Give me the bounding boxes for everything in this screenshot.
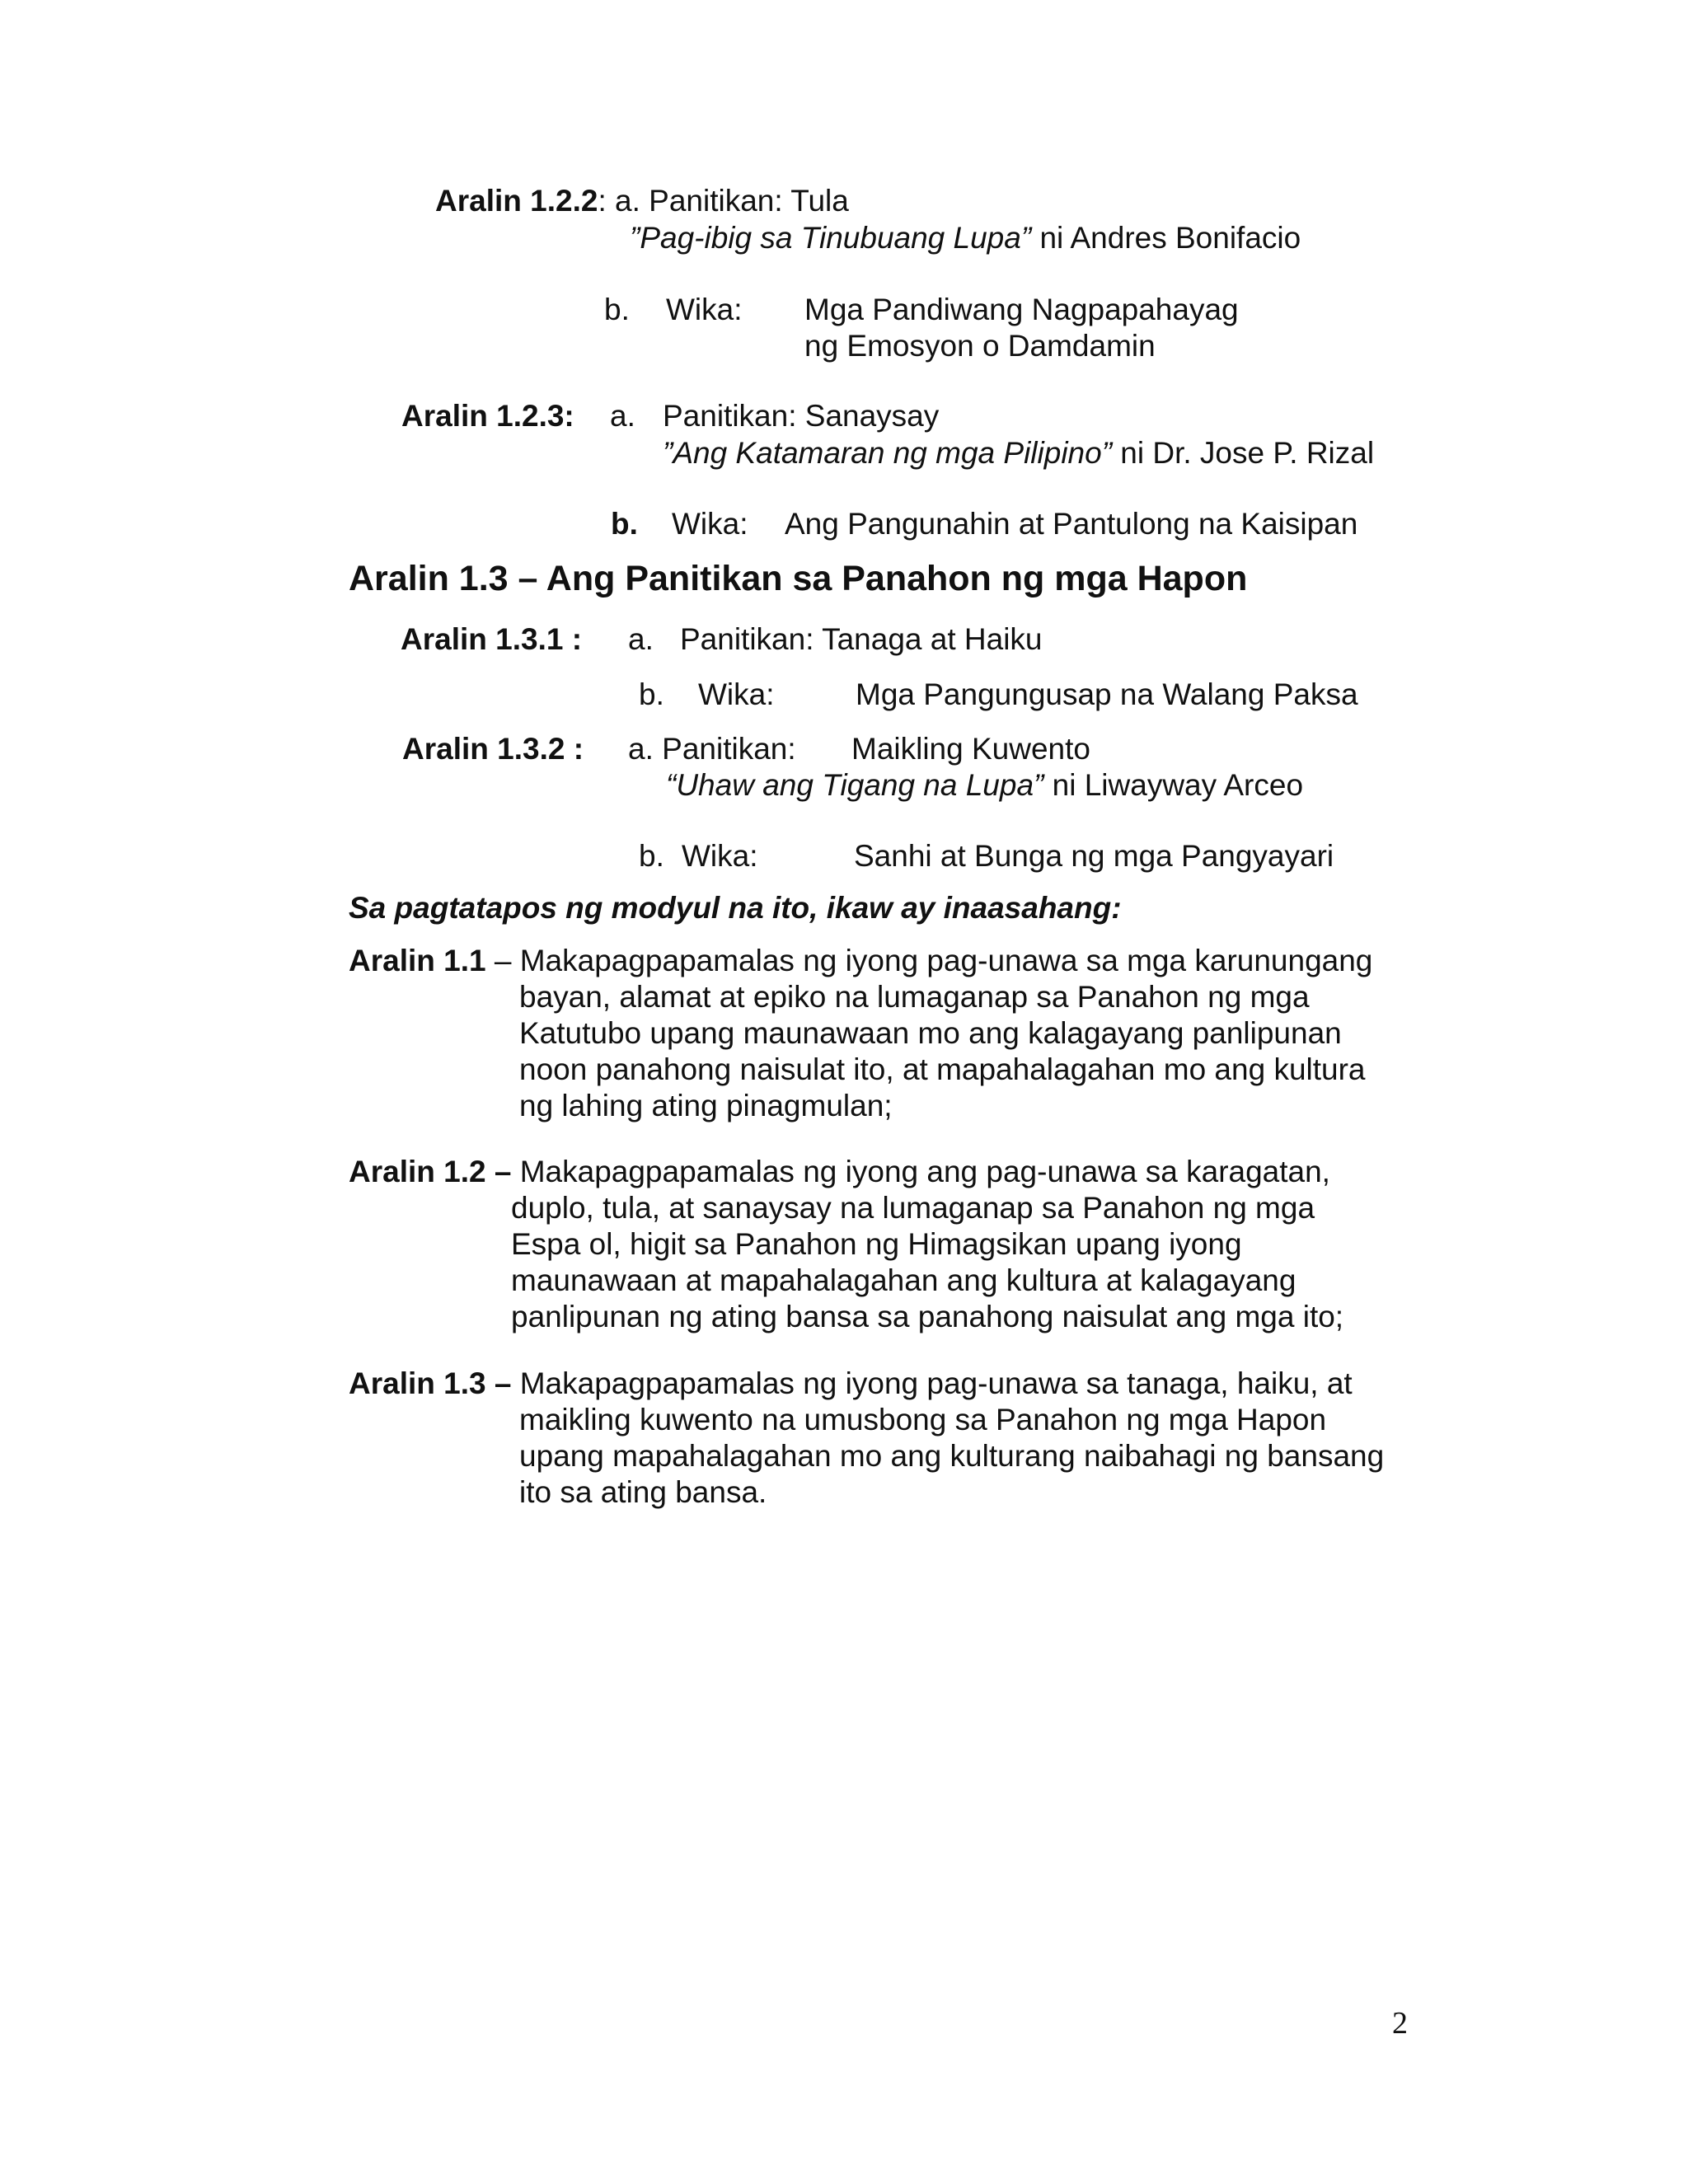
objective-1-2-first-line: [349, 1154, 1330, 1190]
aralin-1-2-2-label: Aralin 1.2.2: [435, 184, 598, 218]
aralin-1-3-1-b-label: Wika:: [698, 677, 775, 711]
aralin-1-2-2-author: ni Andres Bonifacio: [1031, 221, 1301, 255]
aralin-1-3-2-b-letter: b.: [639, 839, 664, 873]
objective-1-1-body: [519, 979, 1366, 1124]
objective-1-3-first-line: [349, 1366, 1353, 1402]
page-number: 2: [1392, 2006, 1408, 2041]
objectives-intro: Sa pagtatapos ng modyul na ito, ikaw ay inaasahang:: [349, 891, 1122, 925]
objective-1-3-body: [519, 1402, 1384, 1511]
objective-1-2-label: Aralin 1.2 –: [349, 1155, 512, 1188]
objective-1-2-line-2: duplo, tula, at sanaysay na lumaganap sa Panahon ng mga: [511, 1191, 1315, 1225]
aralin-1-3-2-a-value: Maikling Kuwento: [851, 732, 1090, 766]
objective-1-2-line-3: Espa ol, higit sa Panahon ng Himagsikan upang iyong: [511, 1227, 1242, 1261]
objective-1-3-line-3: upang mapahalagahan mo ang kulturang naibahagi ng bansang: [519, 1439, 1385, 1473]
objective-1-3-line-1: Makapagpapamalas ng iyong pag-unawa sa tanaga, haiku, at: [519, 1366, 1353, 1400]
aralin-1-3-1-label: Aralin 1.3.1 :: [401, 622, 583, 656]
section-heading-1-3: [349, 557, 1247, 600]
objective-1-2-body: [511, 1190, 1343, 1335]
aralin-1-2-2-b-label: Wika:: [666, 293, 743, 326]
aralin-1-2-3-a-text: Panitikan: Sanaysay: [663, 399, 940, 433]
objective-1-1-line-4: noon panahong naisulat ito, at mapahalagahan mo ang kultura: [519, 1052, 1366, 1086]
aralin-1-2-2-b-text-1: Mga Pandiwang Nagpapahayag: [804, 293, 1239, 326]
objective-1-1-line-2: bayan, alamat at epiko na lumaganap sa Panahon ng mga: [519, 980, 1310, 1014]
section-heading-text: – Ang Panitikan sa Panahon ng mga Hapon: [508, 559, 1248, 598]
aralin-1-3-2-b-text: Sanhi at Bunga ng mga Pangyayari: [854, 839, 1334, 873]
aralin-1-2-3-b-label: Wika:: [672, 507, 748, 541]
aralin-1-2-2-a-text: : a. Panitikan: Tula: [598, 184, 849, 218]
objective-1-1-label: Aralin 1.1: [349, 944, 486, 977]
aralin-1-3-2-author: ni Liwayway Arceo: [1043, 768, 1304, 802]
aralin-1-3-2-title: “Uhaw ang Tigang na Lupa”: [666, 768, 1044, 802]
aralin-1-3-1-a-text: Panitikan: Tanaga at Haiku: [680, 622, 1043, 656]
section-heading-label: Aralin 1.3: [349, 559, 509, 598]
aralin-1-2-2-line: [435, 183, 849, 219]
objective-1-2-dash: [511, 1155, 519, 1188]
aralin-1-2-3-author: ni Dr. Jose P. Rizal: [1112, 436, 1375, 470]
aralin-1-2-3-title: ”Ang Katamaran ng mga Pilipino”: [663, 436, 1113, 470]
aralin-1-3-2-label: Aralin 1.3.2 :: [402, 732, 584, 766]
aralin-1-2-3-label: Aralin 1.2.3:: [401, 399, 574, 433]
aralin-1-2-3-a-letter: a.: [610, 399, 635, 433]
aralin-1-3-1-a-letter: a.: [628, 622, 654, 656]
aralin-1-2-2-b-letter: b.: [604, 293, 630, 326]
objective-1-3-line-4: ito sa ating bansa.: [519, 1475, 767, 1509]
objective-1-3-line-2: maikling kuwento na umusbong sa Panahon ng mga Hapon: [519, 1403, 1327, 1436]
aralin-1-2-2-b-text-2: ng Emosyon o Damdamin: [804, 329, 1156, 363]
aralin-1-2-2-title-line: [630, 220, 1301, 256]
aralin-1-3-1-b-letter: b.: [639, 677, 664, 711]
aralin-1-3-1-b-text: Mga Pangungusap na Walang Paksa: [856, 677, 1358, 711]
objective-1-1-dash: –: [485, 944, 520, 977]
objective-1-3-dash: [511, 1366, 519, 1400]
aralin-1-3-2-b-label: Wika:: [682, 839, 758, 873]
objective-1-2-line-4: maunawaan at mapahalagahan ang kultura at kalagayang: [511, 1263, 1296, 1297]
objective-1-2-line-5: panlipunan ng ating bansa sa panahong naisulat ang mga ito;: [511, 1300, 1344, 1333]
objective-1-3-label: Aralin 1.3 –: [349, 1366, 512, 1400]
aralin-1-2-2-title: ”Pag-ibig sa Tinubuang Lupa”: [630, 221, 1032, 255]
aralin-1-3-2-title-line: [666, 767, 1303, 804]
objective-1-1-line-1: Makapagpapamalas ng iyong pag-unawa sa mga karunungang: [519, 944, 1373, 977]
objective-1-2-line-1: Makapagpapamalas ng iyong ang pag-unawa sa karagatan,: [519, 1155, 1330, 1188]
aralin-1-3-2-a-text: a. Panitikan:: [628, 732, 796, 766]
aralin-1-2-3-b-text: Ang Pangunahin at Pantulong na Kaisipan: [785, 507, 1358, 541]
aralin-1-2-3-title-line: [663, 435, 1374, 471]
objective-1-1-line-5: ng lahing ating pinagmulan;: [519, 1089, 893, 1122]
objective-1-1-line-3: Katutubo upang maunawaan mo ang kalagayang panlipunan: [519, 1016, 1342, 1050]
aralin-1-2-3-b-letter: b.: [611, 507, 638, 541]
objective-1-1-first-line: [349, 943, 1372, 979]
